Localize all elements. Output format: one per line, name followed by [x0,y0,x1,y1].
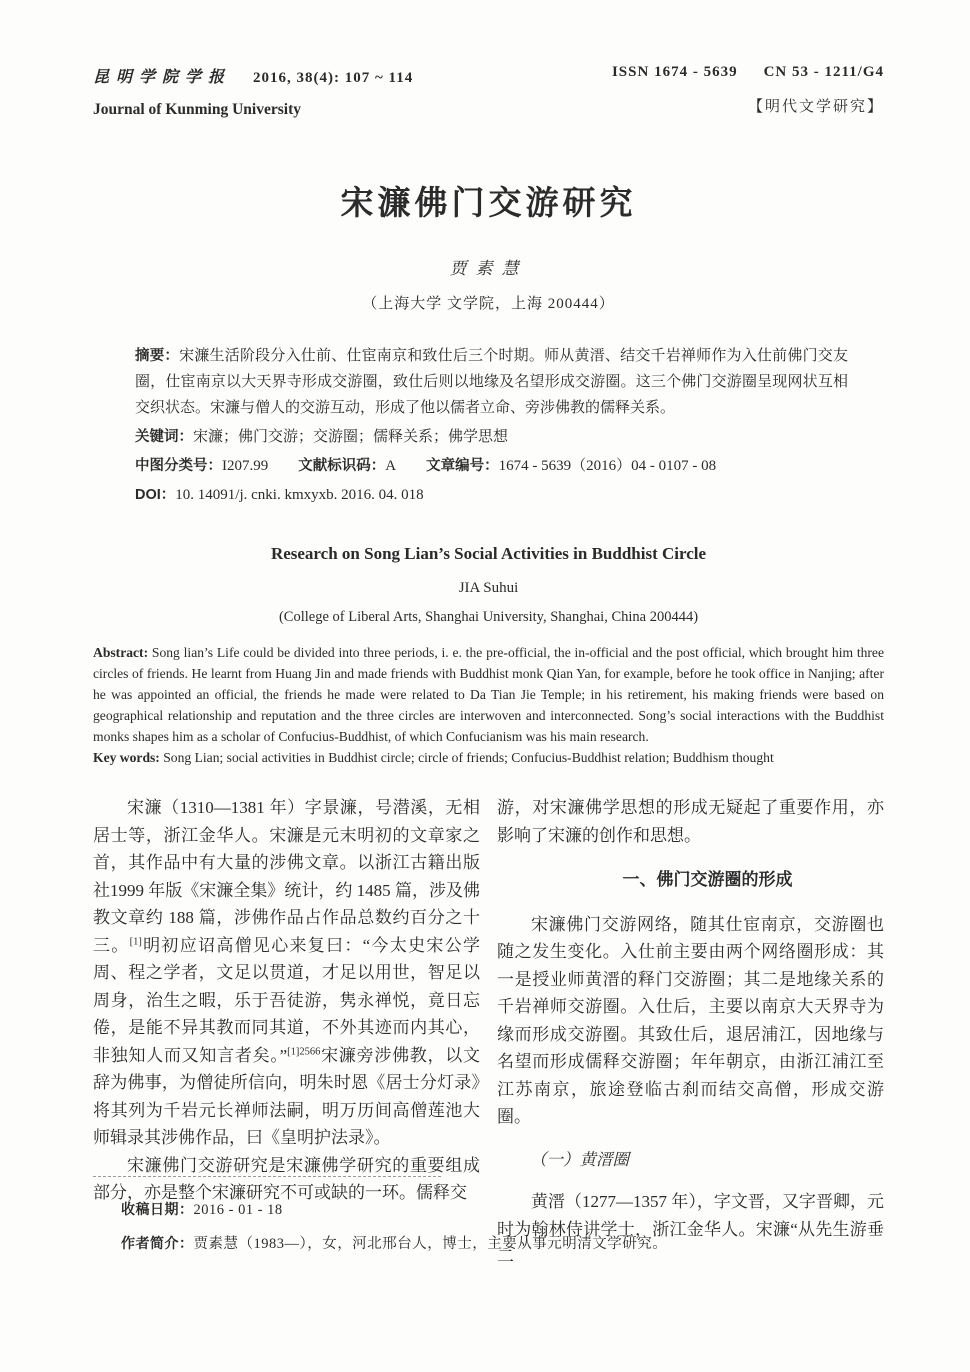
column-tag: 【明代文学研究】 [747,99,884,115]
clc-value: I207.99 [222,458,269,474]
section-heading: 一、佛门交游圈的形成 [622,870,793,889]
author-affiliation: （上海大学 文学院，上海 200444） [362,296,615,312]
journal-name-cn: 昆明学院学报 [93,69,232,86]
keywords-en-label: Key words: [93,750,164,765]
author-bio-line [93,1227,884,1261]
english-abstract-block [93,642,884,768]
article-title: 宋濂佛门交游研究 [340,186,637,222]
english-author: JIA Suhui [458,580,519,596]
abstract-en [93,642,884,747]
paragraph-text: 宋濂旁涉佛教，以文辞为佛事，为僧徒所信向，明朱时恩《居士分灯录》将其列为千岩元长禅师法嗣，明万历间高僧莲池大师辑录其涉佛作品，曰《皇明护法录》。 [93,1045,481,1147]
keywords-label: 关键词： [135,429,193,445]
abstract-en-label: Abstract: [93,645,152,660]
footnote-ref: [1]2566 [287,1045,321,1057]
doc-code-label: 文献标识码： [298,458,386,474]
keywords-text: 宋濂；佛门交游；交游圈；儒释关系；佛学思想 [193,429,509,445]
issn-number: ISSN 1674 - 5639 [611,64,738,80]
doi-label: DOI： [135,487,176,503]
abstract-text: 宋濂生活阶段分入仕前、仕宦南京和致仕后三个时期。师从黄溍、结交千岩禅师作为入仕前佛门交友圈，仕宦南京以大天界寺形成交游圈，致仕后则以地缘及名望形成交游圈。这三个佛门交游圈呈现网状互相交织状态。宋濂与僧人的交游互动，形成了他以儒者立命、旁涉佛教的儒释关系。 [135,348,848,416]
received-date-value: 2016 - 01 - 18 [193,1202,283,1218]
clc-label: 中图分类号： [135,458,222,474]
chinese-meta-block [135,343,848,508]
doi-value: 10. 14091/j. cnki. kmxyxb. 2016. 04. 018 [175,487,424,503]
article-id-label: 文章编号： [426,458,499,474]
paragraph: 黄溍（1277—1357 年），字文晋，又字晋卿，元时为翰林侍讲学士，浙江金华人。宋濂“从先生游垂二 [497,1192,884,1266]
doi-line [135,482,848,508]
keywords-en-text: Song Lian; social activities in Buddhist circle; circle of friends; Confucius-Buddhist relation; Buddhism thought [163,750,774,765]
page-footer [93,1176,884,1261]
footnote-ref: [1] [129,935,142,947]
cn-number: CN 53 - 1211/G4 [763,64,884,80]
header-right [612,64,884,116]
article-id-value: 1674 - 5639（2016）04 - 0107 - 08 [498,458,717,474]
paragraph: 宋濂佛门交游研究是宋濂佛学研究的重要组成部分，亦是整个宋濂研究不可或缺的一环。儒释交 [93,1155,480,1202]
doc-code-value: A [385,458,397,474]
paragraph [93,794,480,1152]
author-name: 贾素慧 [449,259,528,278]
paragraph-continuation: 游，对宋濂佛学思想的形成无疑起了重要作用，亦影响了宋濂的创作和思想。 [497,798,884,845]
footnote-separator [93,1176,441,1177]
abstract-cn [135,343,848,421]
keywords-en [93,747,884,768]
author-bio-text: 贾素慧（1983—），女，河北邢台人，博士，主要从事元明清文学研究。 [193,1236,668,1252]
english-affiliation: (College of Liberal Arts, Shanghai University, Shanghai, China 200444) [278,609,699,625]
header-left [93,64,413,119]
abstract-en-text: Song lian’s Life could be divided into three periods, i. e. the pre-official, the in-official and the post official, which brought him three circles of friends. He learnt from Huang Jin and made friends with Buddhist monk Qian Yan, for example, before he took office in Nanjing; after he was appointed an official, the friends he made were related to Da Tian Jie Temple; in his retirement, his making friends were based on geographical relationship and reputation and the three circles are interwoven and interconnected. Song’s social interactions with the Buddhist monks shapes him as a scholar of Confucius-Buddhist, of which Confucianism was his main research. [93,645,884,744]
page-header [93,64,884,119]
classification-line [135,453,848,479]
issue-info: 2016, 38(4): 107 ~ 114 [253,70,414,86]
header-left-line1 [93,64,413,87]
paragraph-text: 宋濂（1310—1381 年）字景濂，号潜溪，无相居士等，浙江金华人。宋濂是元末明初的文章家之首，其作品中有大量的涉佛文章。以浙江古籍出版社1999 年版《宋濂全集》统计，约 1485 篇，涉及佛教文章约 188 篇，涉佛作品占作品总数约百分之十三。 [93,798,480,955]
paragraph-text: 明初应诏高僧见心来复曰：“今太史宋公学周、程之学者，文足以贯道，才足以用世，智足以周身，治生之暇，乐于吾徒游，隽永禅悦，竟日忘倦，是能不异其教而同其道，不外其迹而内其心，非独知人而又知言者矣。” [93,935,481,1065]
abstract-label: 摘要： [135,348,180,364]
author-bio-label: 作者简介： [121,1235,194,1251]
paragraph: 宋濂佛门交游网络，随其仕宦南京，交游圈也随之发生变化。入仕前主要由两个网络圈形成：其一是授业师黄溍的释门交游圈；其二是地缘关系的千岩禅师交游圈。入仕后，主要以南京大天界寺为缘而形成交游圈。其致仕后，退居浦江，因地缘与名望而形成儒释交游圈；年年朝京，由浙江浦江至江苏南京，旅途登临古刹而结交高僧，形成交游圈。 [497,914,884,1126]
journal-name-en: Journal of Kunming University [93,101,301,118]
keywords-cn [135,424,848,450]
header-right-line1 [612,64,884,81]
received-date-label: 收稿日期： [121,1201,194,1217]
english-title: Research on Song Lian’s Social Activities in Buddhist Circle [270,544,707,563]
received-date-line [93,1193,884,1227]
subsection-heading: （一）黄溍圈 [530,1149,629,1169]
